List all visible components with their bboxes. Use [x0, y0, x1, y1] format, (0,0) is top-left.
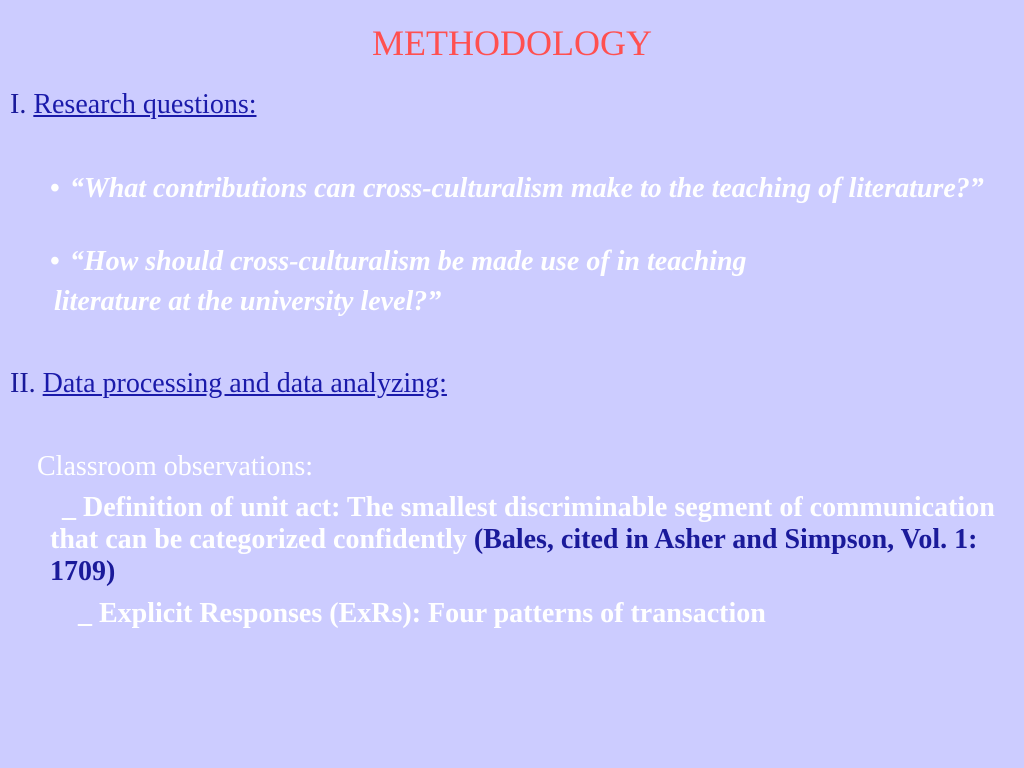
- slide-title: METHODOLOGY: [372, 23, 652, 63]
- definition-text: _ Definition of unit act: The smallest discriminable segment of communication that can be categorized confidently: [50, 492, 995, 555]
- research-question-2: [50, 246, 1000, 278]
- data-processing-link[interactable]: Data processing and data analyzing:: [42, 368, 447, 399]
- question-text: “What contributions can cross-culturalism make to the teaching of literature?”: [69, 173, 984, 204]
- unit-act-definition: [50, 492, 1018, 588]
- research-question-2-continuation: literature at the university level?”: [54, 286, 442, 317]
- bullet-icon: •: [50, 246, 60, 277]
- research-questions-link[interactable]: Research questions:: [33, 89, 257, 120]
- citation: (Bales, cited in Asher and Simpson, Vol. 1: 1709): [50, 524, 978, 587]
- research-question-1: [50, 173, 1000, 205]
- section-number: II.: [10, 368, 36, 399]
- section-heading-data-processing: [10, 367, 447, 401]
- section-number: I.: [10, 89, 27, 120]
- question-text: “How should cross-culturalism be made use of in teaching: [69, 246, 747, 277]
- section-heading-research-questions: [10, 88, 257, 122]
- explicit-responses-item: _ Explicit Responses (ExRs): Four patterns of transaction: [78, 598, 766, 629]
- classroom-observations-heading: Classroom observations:: [37, 451, 314, 482]
- bullet-icon: •: [50, 173, 60, 204]
